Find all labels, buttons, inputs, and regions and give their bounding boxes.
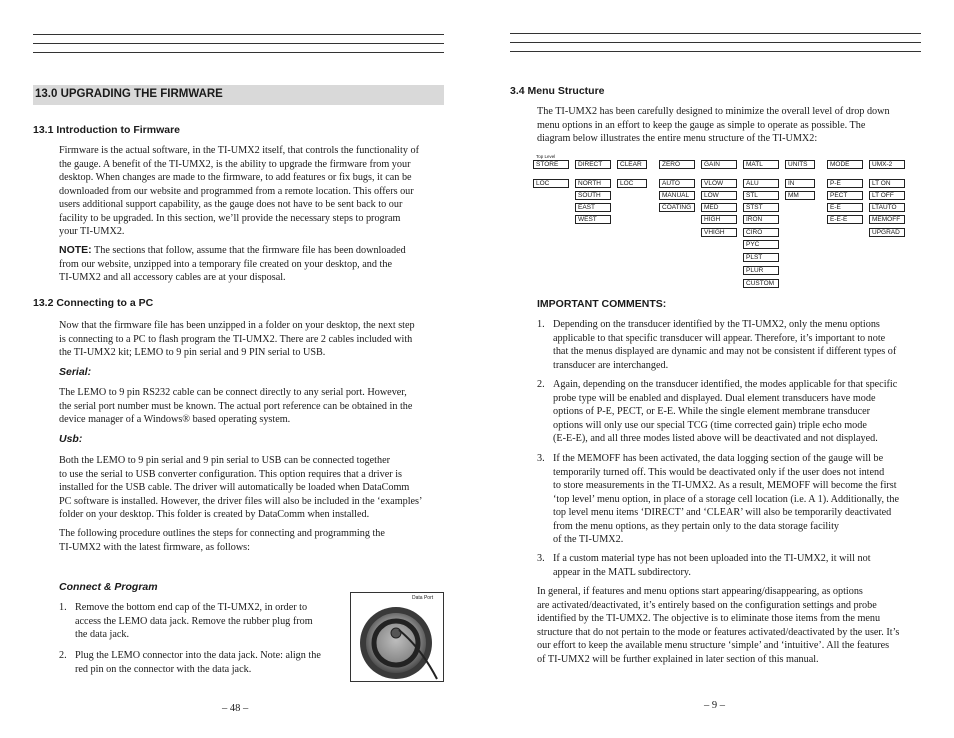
text-line: probe type will be enabled and displayed. Dual element transducers have mode bbox=[553, 392, 876, 404]
text-line: The LEMO to 9 pin RS232 cable can be connect directly to any serial port. However, bbox=[59, 387, 407, 398]
menu-box: PLUR bbox=[743, 266, 779, 275]
list-item bbox=[59, 601, 349, 643]
list-item bbox=[537, 378, 937, 448]
text-line: Now that the firmware file has been unzipped in a folder on your desktop, the next step bbox=[59, 320, 415, 331]
text-line: menu options in an effort to keep the gauge as simple to operate as possible. The bbox=[537, 119, 866, 131]
menu-box: LOC bbox=[533, 179, 569, 188]
menu-box: MED bbox=[701, 203, 737, 212]
list-number: 3. bbox=[537, 553, 545, 564]
menu-box: ZERO bbox=[659, 160, 695, 169]
text-line: your TI-UMX2. bbox=[59, 226, 125, 237]
text-line: of TI-UMX2 will be further explained in later section of this manual. bbox=[537, 653, 819, 665]
list-text bbox=[75, 601, 313, 642]
menu-box: VLOW bbox=[701, 179, 737, 188]
text-line: In general, if features and menu options start appearing/disappearing, as options bbox=[537, 586, 863, 597]
menu-box: E-E-E bbox=[827, 215, 863, 224]
text-line: structure that do not pertain to the mode or features activated/deactivated by the user. It’s bbox=[537, 626, 900, 638]
text-line: is connecting to a PC to flash program the TI-UMX2. There are 2 cables included with bbox=[59, 333, 413, 345]
text-line: to store measurements in the TI-UMX2. As a result, MEMOFF will become the first bbox=[553, 480, 897, 491]
menu-box: NORTH bbox=[575, 179, 611, 188]
text-line: Depending on the transducer identified by the TI-UMX2, only the menu options bbox=[553, 319, 880, 330]
menu-box: UNITS bbox=[785, 160, 815, 169]
menu-box: MATL bbox=[743, 160, 779, 169]
photo-label: Data Port bbox=[412, 595, 434, 601]
menu-box: WEST bbox=[575, 215, 611, 224]
closing-paragraph bbox=[537, 585, 937, 666]
menu-box: IRON bbox=[743, 215, 779, 224]
text-line: the gauge. A benefit of the TI-UMX2, is the ability to upgrade the firmware from your bbox=[59, 158, 411, 170]
text-line: the TI-UMX2 kit; LEMO to 9 pin serial and 9 PIN serial to USB. bbox=[59, 347, 326, 358]
menu-box: UPGRAD bbox=[869, 228, 905, 237]
text-line: Firmware is the actual software, in the TI-UMX2 itself, that controls the functionality of bbox=[59, 145, 419, 156]
procedure-paragraph bbox=[59, 527, 449, 554]
text-line: diagram below illustrates the entire menu structure of the TI-UMX2: bbox=[537, 133, 818, 144]
data-port-illustration bbox=[351, 593, 444, 682]
menu-box: MM bbox=[785, 191, 815, 200]
menu-box: UMX-2 bbox=[869, 160, 905, 169]
list-text bbox=[553, 378, 897, 446]
list-item bbox=[537, 452, 937, 548]
connect-program-heading: Connect & Program bbox=[59, 581, 158, 593]
text-line: of the TI-UMX2. bbox=[553, 534, 624, 545]
text-line: (E-E-E), and all three modes listed above will be deactivated and not displayed. bbox=[553, 433, 878, 444]
connect-paragraph bbox=[59, 319, 449, 360]
text-line: PC software is installed. However, the driver files will also be included in the ‘examples’ bbox=[59, 495, 423, 507]
text-line: device manager of a Windows® based operating system. bbox=[59, 414, 291, 425]
text-line: If a custom material type has not been uploaded into the TI-UMX2, it will not bbox=[553, 553, 871, 564]
menu-box: HIGH bbox=[701, 215, 737, 224]
comments-heading: IMPORTANT COMMENTS: bbox=[537, 298, 667, 310]
list-number: 2. bbox=[537, 379, 545, 390]
text-line: red pin on the connector with the data jack. bbox=[75, 663, 252, 675]
menu-box: IN bbox=[785, 179, 815, 188]
menu-box: STL bbox=[743, 191, 779, 200]
text-line: options of P-E, PECT, or E-E. While the single element membrane transducer bbox=[553, 406, 871, 417]
note-text: from our website, unzipped into a temporary file created on your desktop, and the bbox=[59, 258, 392, 270]
text-line: to use the serial to USB converter configuration. This option requires that a driver is bbox=[59, 468, 402, 480]
text-line: Both the LEMO to 9 pin serial and 9 pin serial to USB can be connected together bbox=[59, 455, 391, 466]
connect-heading: 13.2 Connecting to a PC bbox=[33, 297, 154, 309]
text-line: from the menu options, as they pertain only to the data storage facility bbox=[553, 520, 840, 532]
text-line: that the menus displayed are dynamic and may not be consistent if different types of bbox=[553, 346, 897, 357]
menu-box: ALU bbox=[743, 179, 779, 188]
menu-structure-heading: 3.4 Menu Structure bbox=[510, 85, 605, 97]
usb-paragraph bbox=[59, 454, 449, 522]
top-level-label: Top Level bbox=[536, 154, 556, 159]
menu-box: VHIGH bbox=[701, 228, 737, 237]
menu-box: MANUAL bbox=[659, 191, 695, 200]
menu-box: COATING bbox=[659, 203, 695, 212]
text-line: users additional support capability, as the gauge does not have to be sent back to our bbox=[59, 199, 403, 210]
list-item bbox=[59, 649, 349, 677]
text-line: options will only use our special TCG (time corrected gain) triple echo mode bbox=[553, 419, 867, 431]
note-label: NOTE: bbox=[59, 244, 92, 256]
menu-box: MODE bbox=[827, 160, 863, 169]
menu-box: LT OFF bbox=[869, 191, 905, 200]
menu-box: CLEAR bbox=[617, 160, 647, 169]
menu-box: EAST bbox=[575, 203, 611, 212]
list-item bbox=[537, 552, 937, 580]
menu-box: MEMOFF bbox=[869, 215, 905, 224]
text-line: If the MEMOFF has been activated, the data logging section of the gauge will be bbox=[553, 453, 884, 464]
text-line: The following procedure outlines the steps for connecting and programming the bbox=[59, 528, 385, 539]
text-line: Plug the LEMO connector into the data jack. Note: align the bbox=[75, 650, 321, 661]
page-number-left: – 48 – bbox=[222, 703, 249, 714]
intro-heading: 13.1 Introduction to Firmware bbox=[33, 124, 181, 136]
menu-box: STST bbox=[743, 203, 779, 212]
text-line: applicable to that specific transducer will appear. Therefore, it’s important to note bbox=[553, 332, 886, 344]
text-line: are activated/deactivated, it’s entirely based on the configuration settings and probe bbox=[537, 599, 877, 611]
menu-box: GAIN bbox=[701, 160, 737, 169]
text-line: TI-UMX2 with the latest firmware, as follows: bbox=[59, 541, 250, 553]
text-line: folder on your desktop. This folder is created by DataComm when installed. bbox=[59, 509, 370, 520]
menu-box: CUSTOM bbox=[743, 279, 779, 288]
menu-box: LT ON bbox=[869, 179, 905, 188]
serial-paragraph bbox=[59, 386, 449, 427]
menu-box: E-E bbox=[827, 203, 863, 212]
menu-box: AUTO bbox=[659, 179, 695, 188]
menu-box: CIRO bbox=[743, 228, 779, 237]
serial-heading: Serial: bbox=[59, 366, 92, 378]
text-line: transducer are interchanged. bbox=[553, 359, 669, 371]
list-number: 1. bbox=[59, 602, 67, 613]
menu-box: PECT bbox=[827, 191, 863, 200]
menu-box: LOC bbox=[617, 179, 647, 188]
text-line: appear in the MATL subdirectory. bbox=[553, 566, 691, 578]
text-line: ‘top level’ menu option, in place of a storage cell location (i.e. A 1). Additionally, the bbox=[553, 493, 899, 505]
menu-box: P-E bbox=[827, 179, 863, 188]
data-port-photo bbox=[350, 592, 444, 682]
menu-box: DIRECT bbox=[575, 160, 611, 169]
text-line: The TI-UMX2 has been carefully designed to minimize the overall level of drop down bbox=[537, 106, 890, 117]
menu-box: PLST bbox=[743, 253, 779, 262]
list-number: 2. bbox=[59, 650, 67, 661]
note-text: TI-UMX2 and all accessory cables are at your disposal. bbox=[59, 272, 286, 283]
text-line: facility to be upgraded. In this section, we’ll provide the necessary steps to program bbox=[59, 212, 401, 224]
menu-box: SOUTH bbox=[575, 191, 611, 200]
menu-box: LTAUTO bbox=[869, 203, 905, 212]
menu-box: STORE bbox=[533, 160, 569, 169]
text-line: downloaded from our website and programmed from a remote location. This offers our bbox=[59, 185, 414, 197]
text-line: our effort to keep the available menu structure ‘simple’ and ‘intuitive’. All the features bbox=[537, 640, 890, 651]
text-line: top level menu items ‘DIRECT’ and ‘CLEAR’ will also be temporarily deactivated bbox=[553, 507, 892, 518]
usb-heading: Usb: bbox=[59, 433, 83, 445]
list-number: 3. bbox=[537, 453, 545, 464]
menu-box: LOW bbox=[701, 191, 737, 200]
list-text bbox=[553, 318, 896, 372]
text-line: installed for the USB cable. The driver will automatically be loaded when DataComm bbox=[59, 482, 410, 493]
menu-box: PYC bbox=[743, 240, 779, 249]
menu-diagram bbox=[0, 0, 954, 300]
list-item bbox=[537, 318, 937, 374]
text-line: identified by the TI-UMX2. The objective is to eliminate those items from the menu bbox=[537, 613, 881, 624]
text-line: desktop. When changes are made to the firmware, to add features or fix bugs, it can be bbox=[59, 172, 412, 183]
text-line: Remove the bottom end cap of the TI-UMX2, in order to bbox=[75, 602, 308, 613]
list-text bbox=[75, 649, 321, 676]
text-line: temporarily turned off. This would be deactivated only if the user does not intend bbox=[553, 466, 885, 478]
section-title: 13.0 UPGRADING THE FIRMWARE bbox=[35, 88, 223, 100]
list-number: 1. bbox=[537, 319, 545, 330]
text-line: access the LEMO data jack. Remove the rubber plug from bbox=[75, 615, 313, 627]
page-number-right: – 9 – bbox=[704, 700, 725, 711]
list-text bbox=[553, 552, 871, 579]
text-line: Again, depending on the transducer identified, the modes applicable for that specific bbox=[553, 379, 898, 390]
text-line: the serial port number must be known. The actual port reference can be obtained in the bbox=[59, 400, 413, 412]
list-text bbox=[553, 452, 899, 547]
note-text: The sections that follow, assume that the firmware file has been downloaded bbox=[91, 245, 406, 256]
text-line: the data jack. bbox=[75, 629, 130, 640]
